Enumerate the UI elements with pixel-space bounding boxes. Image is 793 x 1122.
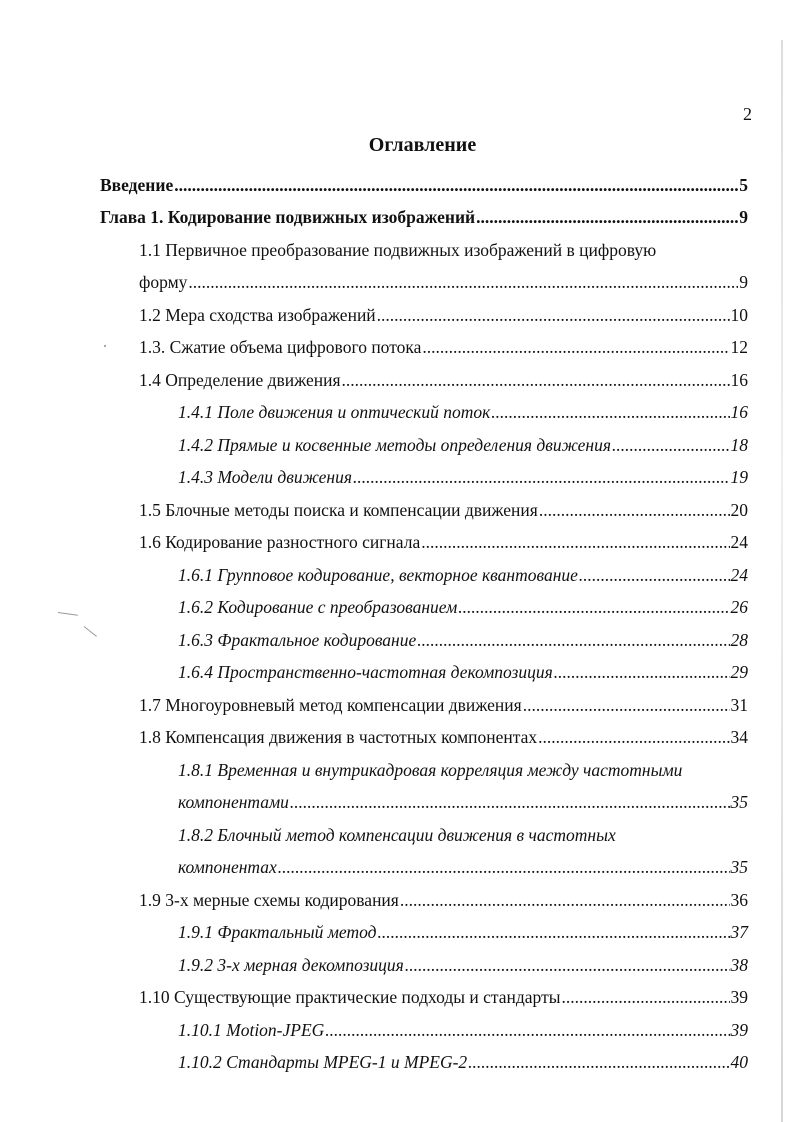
toc-entry[interactable] — [139, 269, 748, 295]
toc-entry[interactable] — [178, 952, 748, 978]
toc-leader — [377, 919, 729, 945]
toc-entry[interactable] — [178, 757, 748, 783]
toc-entry-title: 1.6.1 Групповое кодирование, векторное квантование — [178, 565, 578, 585]
toc-entry-page: 24 — [730, 532, 748, 552]
toc-entry-page: 5 — [739, 175, 748, 195]
toc-entry-title: 1.4.2 Прямые и косвенные методы определения движения — [178, 435, 611, 455]
toc-entry-title: 1.1 Первичное преобразование подвижных изображений в цифровую — [139, 240, 657, 260]
toc-entry-page: 16 — [730, 370, 748, 390]
toc-entry[interactable] — [139, 302, 748, 328]
toc-entry-page: 9 — [739, 207, 748, 227]
toc-leader — [342, 367, 730, 393]
toc-entry-title: компонентами — [178, 792, 289, 812]
toc-entry-page: 18 — [730, 435, 748, 455]
toc-leader — [422, 334, 729, 360]
toc-entry-title: компонентах — [178, 857, 277, 877]
toc-entry[interactable] — [100, 172, 748, 198]
toc-entry-title: 1.6.4 Пространственно-частотная декомпозиция — [178, 662, 553, 682]
toc-entry[interactable] — [178, 659, 748, 685]
toc-entry-page: 20 — [730, 500, 748, 520]
toc-entry-page: 28 — [730, 630, 748, 650]
toc-leader — [538, 724, 729, 750]
toc-entry[interactable] — [100, 204, 748, 230]
toc-entry-title: 1.7 Многоуровневый метод компенсации движения — [139, 695, 522, 715]
toc-leader — [290, 789, 730, 815]
toc-entry-title: 1.3. Сжатие объема цифрового потока — [139, 337, 422, 357]
toc-entry-title: 1.6.3 Фрактальное кодирование — [178, 630, 417, 650]
toc-entry-page: 39 — [730, 987, 748, 1007]
toc-entry-title: 1.10.1 Motion-JPEG — [178, 1020, 325, 1040]
toc-entry-title: 1.8 Компенсация движения в частотных компонентах — [139, 727, 538, 747]
toc-entry[interactable] — [139, 334, 748, 360]
toc-entry[interactable] — [139, 367, 748, 393]
toc-entry[interactable] — [139, 692, 748, 718]
toc-entry[interactable] — [178, 919, 748, 945]
toc-entry-title: 1.4.3 Модели движения — [178, 467, 352, 487]
toc-entry[interactable] — [139, 724, 748, 750]
toc-entry-title: 1.6.2 Кодирование с преобразованием — [178, 597, 458, 617]
page-title: Оглавление — [368, 134, 477, 156]
toc-entry[interactable] — [178, 1049, 748, 1075]
toc-entry-page: 35 — [730, 792, 748, 812]
toc-entry[interactable] — [139, 887, 748, 913]
toc-entry-page: 10 — [730, 305, 748, 325]
toc-entry-page: 39 — [730, 1020, 748, 1040]
toc-entry[interactable] — [178, 1017, 748, 1043]
toc-entry-page: 31 — [730, 695, 748, 715]
toc-leader — [377, 302, 730, 328]
toc-entry-page: 36 — [730, 890, 748, 910]
toc-entry-title: форму — [139, 272, 188, 292]
toc-entry-page: 34 — [730, 727, 748, 747]
toc-leader — [491, 399, 729, 425]
toc-entry-title: 1.2 Мера сходства изображений — [139, 305, 376, 325]
toc-leader — [579, 562, 730, 588]
toc-entry-page: 38 — [730, 955, 748, 975]
toc-entry[interactable] — [139, 497, 748, 523]
toc-leader — [523, 692, 730, 718]
page-number: 2 — [743, 104, 752, 124]
toc-entry[interactable] — [178, 854, 748, 880]
toc-entry-page: 26 — [730, 597, 748, 617]
toc-entry-page: 12 — [730, 337, 748, 357]
toc-entry[interactable] — [178, 562, 748, 588]
toc-entry[interactable] — [178, 464, 748, 490]
toc-entry-title: Введение — [100, 175, 174, 195]
toc-entry[interactable] — [139, 237, 748, 263]
toc-entry-title: 1.8.1 Временная и внутрикадровая корреляция между частотными — [178, 760, 683, 780]
toc-entry[interactable] — [178, 822, 748, 848]
toc-entry-title: 1.4.1 Поле движения и оптический поток — [178, 402, 491, 422]
toc-entry[interactable] — [178, 789, 748, 815]
toc-entry[interactable] — [139, 984, 748, 1010]
toc-entry-title: 1.9 3-х мерные схемы кодирования — [139, 890, 399, 910]
table-of-contents — [0, 172, 793, 1072]
toc-entry-title: 1.9.1 Фрактальный метод — [178, 922, 377, 942]
toc-entry[interactable] — [139, 529, 748, 555]
toc-leader — [554, 659, 730, 685]
toc-entry-title: 1.6 Кодирование разностного сигнала — [139, 532, 421, 552]
toc-leader — [188, 269, 738, 295]
toc-entry-page: 29 — [730, 662, 748, 682]
toc-leader — [458, 594, 729, 620]
toc-leader — [278, 854, 730, 880]
toc-entry-title: 1.9.2 3-х мерная декомпозиция — [178, 955, 404, 975]
toc-leader — [468, 1049, 729, 1075]
toc-entry-page: 35 — [730, 857, 748, 877]
toc-entry-page: 37 — [730, 922, 748, 942]
toc-entry[interactable] — [178, 627, 748, 653]
toc-leader — [561, 984, 729, 1010]
toc-entry-page: 9 — [739, 272, 748, 292]
toc-leader — [400, 887, 730, 913]
toc-entry-page: 24 — [730, 565, 748, 585]
toc-entry-title: 1.10.2 Стандарты MPEG-1 и MPEG-2 — [178, 1052, 468, 1072]
toc-entry-title: 1.4 Определение движения — [139, 370, 341, 390]
toc-entry-page: 40 — [730, 1052, 748, 1072]
toc-entry-title: 1.8.2 Блочный метод компенсации движения в частотных — [178, 825, 616, 845]
toc-leader — [421, 529, 729, 555]
toc-entry[interactable] — [178, 399, 748, 425]
toc-leader — [405, 952, 730, 978]
toc-entry-page: 19 — [730, 467, 748, 487]
toc-entry-page: 16 — [730, 402, 748, 422]
toc-leader — [174, 172, 738, 198]
toc-leader — [539, 497, 730, 523]
toc-leader — [476, 204, 738, 230]
toc-leader — [612, 432, 730, 458]
toc-entry-title: Глава 1. Кодирование подвижных изображений — [100, 207, 476, 227]
toc-entry[interactable] — [178, 594, 748, 620]
toc-leader — [325, 1017, 729, 1043]
toc-leader — [353, 464, 730, 490]
toc-entry[interactable] — [178, 432, 748, 458]
toc-entry-title: 1.10 Существующие практические подходы и стандарты — [139, 987, 561, 1007]
toc-leader — [417, 627, 729, 653]
toc-entry-title: 1.5 Блочные методы поиска и компенсации движения — [139, 500, 538, 520]
